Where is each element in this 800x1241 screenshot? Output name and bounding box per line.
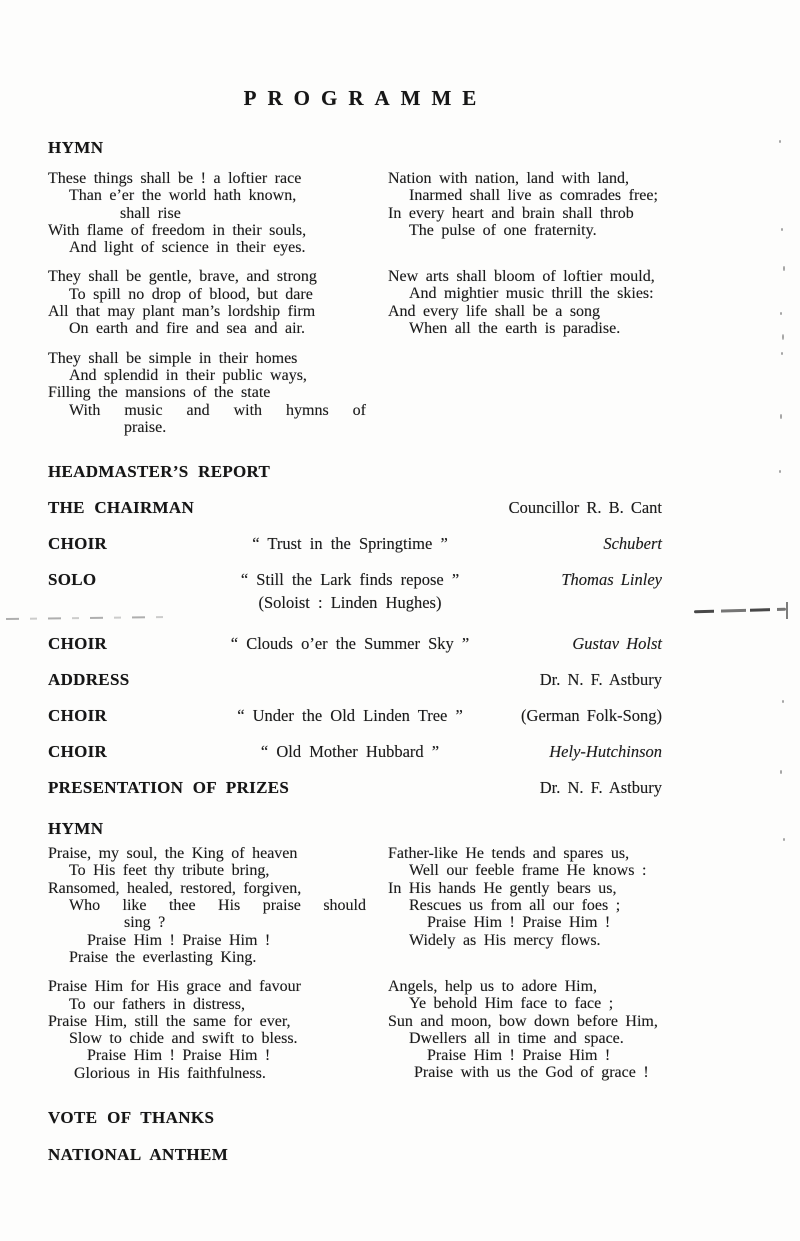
edge-speck xyxy=(780,414,782,419)
fold-crease-tick xyxy=(786,602,788,619)
hymn-verse-line: Praise with us the God of grace ! xyxy=(414,1064,649,1082)
hymn-verse-line: To His feet thy tribute bring, xyxy=(69,862,270,880)
hymn-verse-line: Praise, my soul, the King of heaven xyxy=(48,845,298,863)
hymn-verse xyxy=(388,268,708,337)
hymn-verse xyxy=(388,845,708,949)
hymn-section-2 xyxy=(0,819,800,1082)
programme-item-credit: Dr. N. F. Astbury xyxy=(539,670,662,690)
hymn-verse-line: To our fathers in distress, xyxy=(69,995,245,1013)
hymn-verse-line: Ye behold Him face to face ; xyxy=(409,995,614,1013)
hymn-verse-line: Praise Him ! Praise Him ! xyxy=(87,1047,271,1065)
hymn-verse-line: On earth and fire and sea and air. xyxy=(69,320,305,338)
piece-title: “ Trust in the Springtime ” xyxy=(252,534,448,554)
programme-item-credit: Dr. N. F. Astbury xyxy=(539,778,662,798)
hymn-verse-line: Praise Him ! Praise Him ! xyxy=(427,914,611,932)
hymn2-columns xyxy=(48,845,708,1082)
programme-item-credit: Thomas Linley xyxy=(561,570,662,590)
programme-item-label: CHOIR xyxy=(48,706,108,726)
hymn1-columns xyxy=(48,170,708,436)
hymn-verse-line: In His hands He gently bears us, xyxy=(388,879,617,897)
hymn-verse-line: When all the earth is paradise. xyxy=(409,320,621,338)
hymn-verse xyxy=(48,268,366,337)
hymn-verse-line: Praise Him for His grace and favour xyxy=(48,978,301,996)
hymn-verse-line: Widely as His mercy flows. xyxy=(409,931,601,949)
programme-item-label: HEADMASTER’S REPORT xyxy=(48,462,271,482)
programme-row xyxy=(48,741,662,763)
hymn-verse-line: These things shall be ! a loftier race xyxy=(48,170,302,187)
programme-item-label: CHOIR xyxy=(48,634,108,654)
hymn-verse-line: Angels, help us to adore Him, xyxy=(388,977,598,995)
hymn1-heading: HYMN xyxy=(48,138,104,157)
programme-row xyxy=(48,497,662,519)
hymn-verse-line: With flame of freedom in their souls, xyxy=(48,221,307,239)
edge-speck xyxy=(781,352,783,355)
hymn-verse-line: All that may plant man’s lordship firm xyxy=(48,303,316,321)
piece-soloist: (Soloist : Linden Hughes) xyxy=(258,593,442,613)
programme-item-piece xyxy=(216,633,484,655)
hymn-verse-line: Nation with nation, land with land, xyxy=(388,170,630,187)
programme-item-piece xyxy=(216,533,484,555)
hymn-verse-line: Ransomed, healed, restored, forgiven, xyxy=(48,879,302,897)
hymn-verse-line: Well our feeble frame He knows : xyxy=(409,862,647,880)
programme-item-piece xyxy=(216,741,484,763)
programme-item-piece xyxy=(216,705,484,727)
programme-item-label: CHOIR xyxy=(48,742,108,762)
hymn-verse-line: With music and with hymns of xyxy=(69,401,366,419)
hymn-verse-line: And splendid in their public ways, xyxy=(69,366,307,384)
edge-speck xyxy=(780,312,782,315)
hymn-verse-line: praise. xyxy=(124,418,167,436)
hymn-verse-line: And mightier music thrill the skies: xyxy=(409,285,654,303)
hymn1-right-column xyxy=(388,170,708,436)
hymn-verse-line: sing ? xyxy=(124,914,166,932)
programme-row xyxy=(48,569,662,614)
hymn-verse-line: Than e’er the world hath known, xyxy=(69,187,297,205)
edge-speck xyxy=(779,470,781,473)
programme-item-label: PRESENTATION OF PRIZES xyxy=(48,778,290,798)
programme-item-credit: Schubert xyxy=(603,534,662,554)
programme-item-credit: Hely-Hutchinson xyxy=(549,742,662,762)
edge-speck xyxy=(782,334,784,340)
hymn-verse-line: Praise the everlasting King. xyxy=(69,948,257,966)
hymn-verse-line: Praise Him ! Praise Him ! xyxy=(427,1047,611,1065)
hymn-verse-line: Praise Him, still the same for ever, xyxy=(48,1012,291,1030)
hymn-verse-line: Inarmed shall live as comrades free; xyxy=(409,187,658,205)
hymn-verse-line: Glorious in His faithfulness. xyxy=(74,1064,266,1082)
hymn-verse-line: They shall be gentle, brave, and strong xyxy=(48,268,317,286)
hymn-verse-line: The pulse of one fraternity. xyxy=(409,221,597,239)
programme-item-piece xyxy=(216,569,484,614)
edge-speck xyxy=(779,140,781,143)
vote-of-thanks-heading: VOTE OF THANKS xyxy=(48,1108,215,1128)
edge-speck xyxy=(783,838,785,841)
hymn-verse-line: Slow to chide and swift to bless. xyxy=(69,1030,298,1048)
programme-row xyxy=(48,633,662,655)
hymn-verse-line: shall rise xyxy=(120,204,181,222)
hymn-verse-line: And light of science in their eyes. xyxy=(69,239,306,257)
hymn2-left-column xyxy=(48,845,366,1082)
programme-item-credit: Gustav Holst xyxy=(572,634,662,654)
page-title: PROGRAMME xyxy=(243,86,488,110)
hymn-verse-line: They shall be simple in their homes xyxy=(48,349,298,367)
piece-title: “ Under the Old Linden Tree ” xyxy=(237,706,463,726)
programme-item-label: CHOIR xyxy=(48,534,108,554)
hymn-verse-line: And every life shall be a song xyxy=(388,302,601,320)
programme-item-list xyxy=(0,461,800,799)
programme-item-credit: Councillor R. B. Cant xyxy=(508,498,662,518)
hymn-verse xyxy=(388,170,708,239)
hymn1-left-column xyxy=(48,170,366,436)
programme-item-label: ADDRESS xyxy=(48,670,130,690)
hymn-verse-line: Sun and moon, bow down before Him, xyxy=(388,1012,658,1030)
programme-row xyxy=(48,461,662,483)
hymn2-right-column xyxy=(388,845,708,1082)
hymn-section-1 xyxy=(0,138,800,436)
hymn-verse-line: To spill no drop of blood, but dare xyxy=(69,285,313,303)
piece-title: “ Clouds o’er the Summer Sky ” xyxy=(230,634,470,654)
piece-title: “ Still the Lark finds repose ” xyxy=(240,570,460,590)
programme-row xyxy=(48,533,662,555)
hymn-verse xyxy=(48,170,366,256)
closing-items xyxy=(0,1108,800,1165)
hymn-verse-line: Who like thee His praise should xyxy=(69,897,366,915)
hymn-verse xyxy=(48,845,366,966)
hymn-verse xyxy=(48,978,366,1082)
programme-item-label: SOLO xyxy=(48,570,97,590)
hymn-verse-line: Rescues us from all our foes ; xyxy=(409,897,621,915)
hymn-verse-line: Father-like He tends and spares us, xyxy=(388,845,630,863)
hymn-verse-line: New arts shall bloom of loftier mould, xyxy=(388,268,655,286)
programme-item-credit: (German Folk-Song) xyxy=(521,706,662,726)
national-anthem-heading: NATIONAL ANTHEM xyxy=(48,1145,229,1165)
piece-title: “ Old Mother Hubbard ” xyxy=(260,742,440,762)
edge-speck xyxy=(783,266,785,271)
hymn-verse xyxy=(48,350,366,436)
programme-row xyxy=(48,669,662,691)
edge-speck xyxy=(782,700,784,703)
programme-row xyxy=(48,777,662,799)
hymn-verse-line: Dwellers all in time and space. xyxy=(409,1029,624,1047)
edge-speck xyxy=(781,228,783,231)
hymn-verse xyxy=(388,978,708,1082)
hymn-verse-line: Praise Him ! Praise Him ! xyxy=(87,931,271,949)
hymn-verse-line: In every heart and brain shall throb xyxy=(388,204,634,222)
hymn-verse-line: Filling the mansions of the state xyxy=(48,384,271,402)
programme-item-label: THE CHAIRMAN xyxy=(48,498,195,518)
programme-row xyxy=(48,705,662,727)
hymn2-heading: HYMN xyxy=(48,819,104,839)
edge-speck xyxy=(780,770,782,774)
